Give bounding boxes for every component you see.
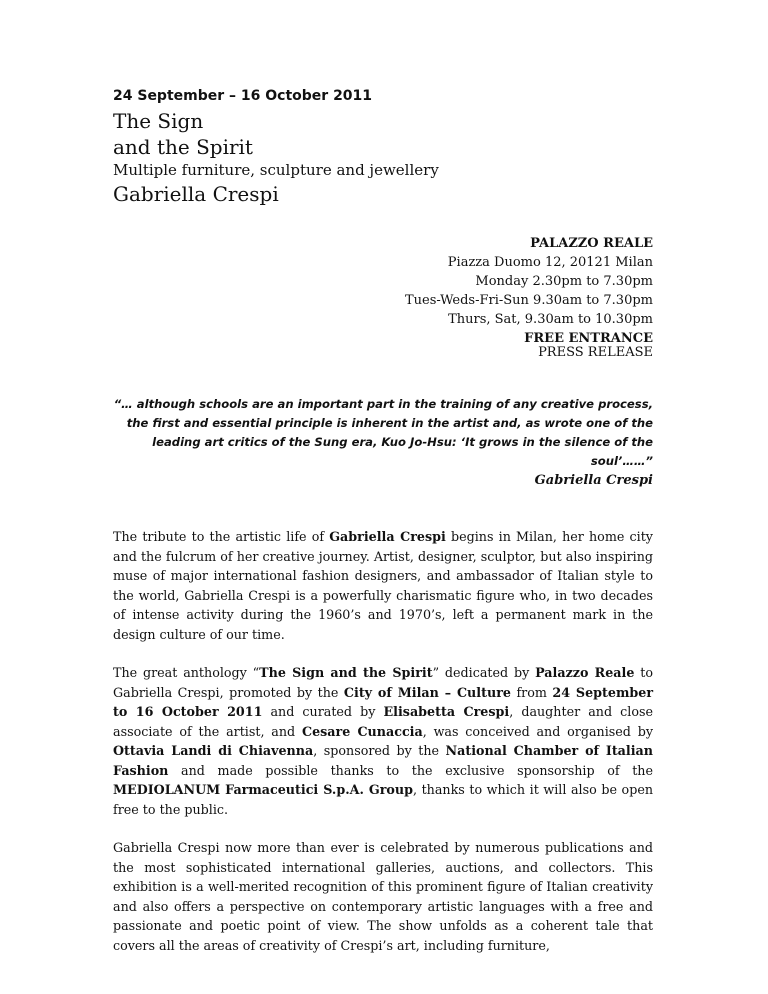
text-run: The tribute to the artistic life of [113,529,330,544]
quote-line: soul’……” [590,454,653,468]
document-header [113,86,653,207]
text-run: begins in Milan, her home city and the fulcrum of her creative journey. Artist, designer, sculptor, but also inspiring muse of major international fashion designers, and ambassador of Italian style to the world, Gabriella Crespi is a powerfully charismatic figure who, in two decades of intense activity during the 1960’s and 1970’s, left a permanent mark in the design culture of our time. [113,529,653,642]
quote-author: Gabriella Crespi [534,473,653,488]
bold-run: City of Milan – Culture [343,684,511,700]
venue-entrance: FREE ENTRANCE [524,331,653,346]
bold-run: Elisabetta Crespi [383,704,510,719]
text-run: from [510,684,553,700]
venue-address: Piazza Duomo 12, 20121 Milan [447,255,653,270]
bold-run: The Sign and the Spirit [259,665,433,680]
exhibition-subtitle: Multiple furniture, sculpture and jewellery [113,161,439,179]
bold-run: MEDIOLANUM Farmaceutici S.p.A. Group [113,782,413,797]
text-run: , thanks to which it will also be open free to the public. [113,782,653,817]
exhibition-dates: 24 September – 16 October 2011 [113,88,373,104]
quote-line: leading art critics of the Sung era, Kuo Jo-Hsu: ‘It grows in the silence of the [152,435,653,449]
exhibition-title-line-2: and the Spirit [113,135,253,159]
artist-quote [93,395,653,471]
press-release-label: PRESS RELEASE [538,345,653,360]
exhibition-title-line-1: The Sign [113,109,204,133]
bold-run: Gabriella Crespi [329,529,446,544]
text-run: , sponsored by the [313,743,446,758]
venue-info [273,234,653,348]
bold-run: 24 September to 16 October 2011 [113,684,654,719]
venue-name: PALAZZO REALE [530,236,653,251]
text-run: The great anthology “ [113,665,260,680]
paragraph-3 [113,838,653,955]
text-run: to Gabriella Crespi, promoted by the [113,665,653,700]
text-run: ” dedicated by [432,665,536,680]
venue-hours-thurs-sat: Thurs, Sat, 9.30am to 10.30pm [448,312,653,327]
text-run: , daughter and close associate of the artist, and [113,704,653,739]
bold-run: National Chamber of Italian Fashion [113,743,653,778]
text-run: Gabriella Crespi now more than ever is celebrated by numerous publications and the most sophisticated international galleries, auctions, and collectors. This exhibition is a well-merited recognition of this prominent figure of Italian creativity and also offers a perspective on contemporary artistic languages with a free and passionate and poetic point of view. The show unfolds as a coherent tale that covers all the areas of creativity of Crespi’s art, including furniture, [113,840,653,953]
paragraph-2 [113,663,653,819]
quote-line: “… although schools are an important part in the training of any creative process, [113,397,653,411]
body-text [113,527,653,974]
venue-hours-monday: Monday 2.30pm to 7.30pm [475,274,653,289]
text-run: and curated by [262,704,384,719]
quote-line: the first and essential principle is inherent in the artist and, as wrote one of the [126,416,653,430]
text-run: , was conceived and organised by [422,723,654,739]
bold-run: Cesare Cunaccia [301,723,423,739]
venue-hours-weekdays: Tues-Weds-Fri-Sun 9.30am to 7.30pm [405,293,653,308]
paragraph-1 [113,527,653,644]
bold-run: Palazzo Reale [535,665,635,680]
artist-name: Gabriella Crespi [113,182,279,206]
bold-run: Ottavia Landi di Chiavenna [113,743,314,758]
text-run: and made possible thanks to the exclusive sponsorship of the [168,762,653,778]
